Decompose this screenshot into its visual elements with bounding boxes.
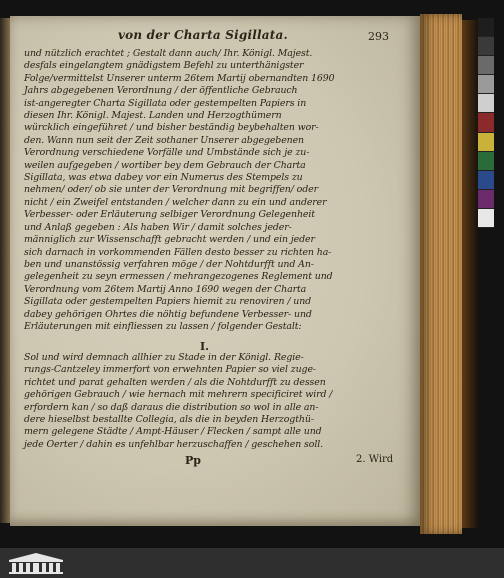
signature-mark: Pp bbox=[185, 454, 201, 467]
text-line: diesen Ihr. Königl. Majest. Landen und Herzogthümern bbox=[24, 110, 282, 122]
text-line: Folge/vermittelst Unserer unterm 26tem Martij obernandten 1690 bbox=[24, 72, 335, 84]
page-number: 293 bbox=[368, 30, 389, 43]
running-head: von der Charta Sigillata. bbox=[118, 28, 288, 42]
text-line: mern gelegene Städte / Ampt-Häuser / Flecken / sampt alle und bbox=[24, 426, 322, 438]
page-edge-shadow bbox=[462, 20, 478, 528]
color-patch bbox=[478, 18, 494, 37]
color-calibration-strip bbox=[478, 18, 494, 228]
library-building-icon[interactable] bbox=[6, 551, 66, 575]
text-line: dere hieselbst bestallte Collegia, als die in beyden Herzogthü- bbox=[24, 414, 314, 426]
color-patch bbox=[478, 75, 494, 94]
text-line: Verordnung vom 26tem Martij Anno 1690 wegen der Charta bbox=[24, 283, 307, 295]
text-line: Sigillata, was etwa dabey vor ein Numerus des Stempels zu bbox=[24, 172, 303, 184]
color-patch bbox=[478, 133, 494, 152]
text-line: gehörigen Gebrauch / wie hernach mit mehrern specificiret wird / bbox=[24, 389, 333, 401]
color-patch bbox=[478, 152, 494, 171]
text-line: männiglich zur Wissenschafft gebracht werden / und ein jeder bbox=[24, 234, 315, 246]
text-line: sich darnach in vorkommenden Fällen desto besser zu richten ha- bbox=[24, 246, 332, 258]
text-line: und nützlich erachtet ; Gestalt dann auch/ Ihr. Königl. Majest. bbox=[24, 48, 313, 59]
text-line: Jahrs abgegebenen Verordnung / der öffentliche Gebrauch bbox=[24, 85, 298, 97]
text-line: würcklich eingeführet / und bisher beständig beybehalten wor- bbox=[24, 122, 319, 134]
color-patch bbox=[478, 209, 494, 228]
text-line: und Anlaß gegeben : Als haben Wir / damit solches jeder- bbox=[24, 221, 292, 233]
text-line: richtet und parat gehalten werden / als die Nohtdurfft zu dessen bbox=[24, 376, 326, 388]
text-line: jede Oerter / dahin es unfehlbar herzuschaffen / geschehen soll. bbox=[24, 438, 323, 450]
text-line: Verbesser- oder Erläuterung selbiger Verordnung Gelegenheit bbox=[24, 209, 315, 221]
text-line: erfordern kan / so daß daraus die distribution so wol in alle an- bbox=[24, 401, 319, 413]
color-patch bbox=[478, 190, 494, 209]
text-line: Sol und wird demnach allhier zu Stade in der Königl. Regie- bbox=[24, 352, 304, 363]
text-line: gelegenheit zu seyn ermessen / mehrangezogenes Reglement und bbox=[24, 271, 333, 283]
color-patch bbox=[478, 37, 494, 56]
text-line: Erläuterungen mit einfliessen zu lassen / folgender Gestalt: bbox=[24, 320, 302, 332]
text-line: ist-angeregter Charta Sigillata oder gestempelten Papiers in bbox=[24, 97, 307, 109]
main-paragraph bbox=[24, 48, 396, 333]
section-paragraph bbox=[24, 352, 396, 451]
color-patch bbox=[478, 171, 494, 190]
viewer-footer bbox=[0, 548, 504, 578]
text-line: desfals eingelangtem gnädigstem Befehl zu unterthänigster bbox=[24, 60, 304, 72]
text-line: ben und unanstössig verfahren möge / der Nohtdurfft und An- bbox=[24, 258, 314, 270]
text-line: Verordnung verschiedene Vorfälle und Umbstände sich je zu- bbox=[24, 147, 310, 159]
text-line: dabey gehörigen Ohrtes die nöhtig befundene Verbesser- und bbox=[24, 308, 312, 320]
section-numeral: I. bbox=[200, 340, 209, 353]
text-line: Sigillata oder gestempelten Papiers hiemit zu renoviren / und bbox=[24, 296, 312, 308]
color-patch bbox=[478, 113, 494, 132]
color-patch bbox=[478, 94, 494, 113]
text-line: nehmen/ oder/ ob sie unter der Verordnung mit begriffen/ oder bbox=[24, 184, 318, 196]
color-patch bbox=[478, 56, 494, 75]
text-line: den. Wann nun seit der Zeit sothaner Unserer abgegebenen bbox=[24, 134, 304, 146]
text-line: weilen aufgegeben / wortiber bey dem Gebrauch der Charta bbox=[24, 159, 306, 171]
text-line: nicht / ein Zweifel entstanden / welcher dann zu ein und anderer bbox=[24, 196, 327, 208]
page-fore-edge bbox=[420, 14, 462, 534]
text-line: rungs-Cantzeley immerfort von erwehnten Papier so viel zuge- bbox=[24, 364, 316, 376]
catchword: 2. Wird bbox=[356, 454, 394, 465]
